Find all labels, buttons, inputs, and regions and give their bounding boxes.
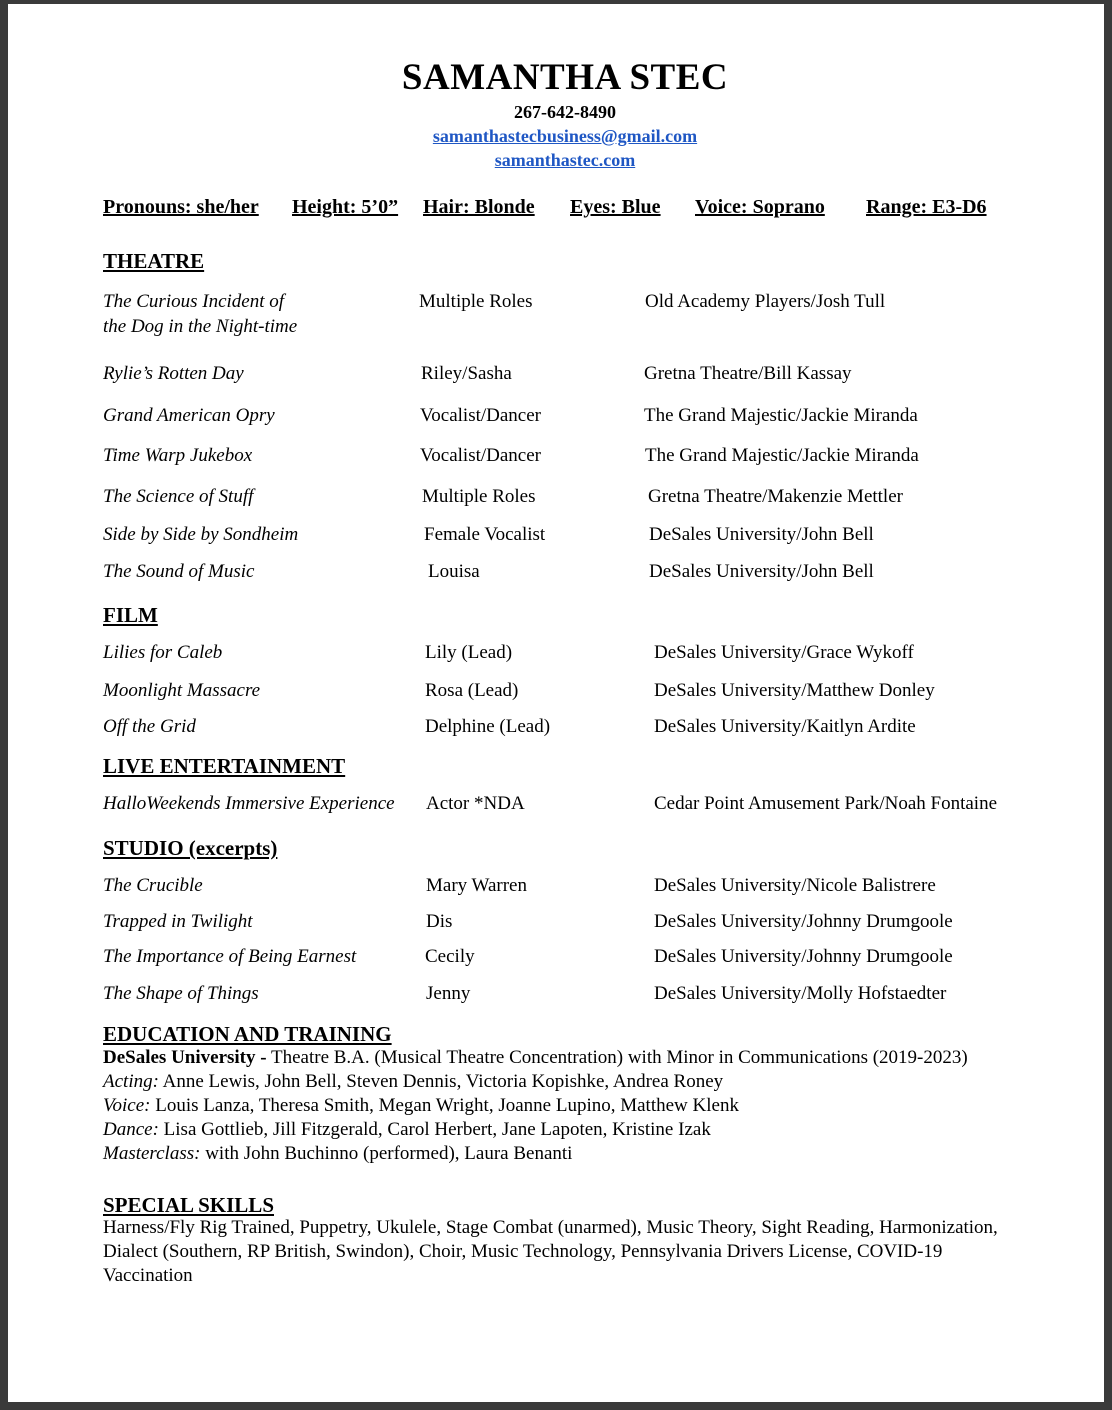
credit-role: Vocalist/Dancer	[420, 405, 541, 426]
pronouns: Pronouns: she/her	[103, 196, 259, 218]
credit-company: DeSales University/Grace Wykoff	[654, 642, 914, 663]
training-teachers: Anne Lewis, John Bell, Steven Dennis, Victoria Kopishke, Andrea Roney	[158, 1071, 724, 1092]
live-entertainment-heading: LIVE ENTERTAINMENT	[103, 754, 346, 778]
credit-role: Multiple Roles	[419, 291, 533, 312]
credit-company: DeSales University/Johnny Drumgoole	[654, 946, 953, 967]
training-label: Masterclass:	[103, 1143, 201, 1164]
credit-company: DeSales University/John Bell	[649, 561, 874, 582]
film-heading: FILM	[103, 603, 158, 627]
training-voice	[103, 1095, 739, 1117]
credit-role: Rosa (Lead)	[425, 680, 519, 701]
training-label: Voice:	[103, 1095, 151, 1116]
credit-role: Delphine (Lead)	[425, 716, 551, 737]
credit-company: Gretna Theatre/Bill Kassay	[644, 363, 852, 384]
website-row	[0, 150, 1112, 171]
height: Height: 5’0”	[292, 196, 399, 218]
skills-line: Vaccination	[103, 1265, 193, 1286]
training-dance	[103, 1119, 711, 1141]
training-teachers: Lisa Gottlieb, Jill Fitzgerald, Carol Herbert, Jane Lapoten, Kristine Izak	[158, 1119, 711, 1140]
credit-title: Moonlight Massacre	[103, 680, 261, 701]
credit-role: Mary Warren	[426, 875, 527, 896]
credit-title: The Curious Incident of	[103, 291, 285, 312]
credit-company: DeSales University/Johnny Drumgoole	[654, 911, 953, 932]
credit-role: Female Vocalist	[424, 524, 546, 545]
credit-title: Off the Grid	[103, 716, 196, 737]
credit-company: Cedar Point Amusement Park/Noah Fontaine	[654, 793, 998, 814]
education-degree-line	[103, 1047, 968, 1069]
hair: Hair: Blonde	[423, 196, 535, 218]
credit-role: Louisa	[428, 561, 480, 582]
credit-company: The Grand Majestic/Jackie Miranda	[644, 405, 918, 426]
credit-title-cont: the Dog in the Night-time	[103, 316, 298, 337]
resume-name: SAMANTHA STEC	[401, 57, 729, 98]
credit-role: Cecily	[425, 946, 475, 967]
email-row	[0, 126, 1112, 147]
credit-company: DeSales University/Kaitlyn Ardite	[654, 716, 916, 737]
credit-title: The Crucible	[103, 875, 203, 896]
credit-role: Actor *NDA	[426, 793, 525, 814]
education-school: DeSales University -	[103, 1047, 267, 1068]
credit-role: Jenny	[426, 983, 471, 1004]
credit-role: Lily (Lead)	[425, 642, 513, 663]
special-skills-heading: SPECIAL SKILLS	[103, 1193, 274, 1217]
credit-role: Vocalist/Dancer	[420, 445, 541, 466]
credit-company: DeSales University/John Bell	[649, 524, 874, 545]
credit-company: DeSales University/Nicole Balistrere	[654, 875, 936, 896]
credit-company: The Grand Majestic/Jackie Miranda	[645, 445, 919, 466]
skills-line: Harness/Fly Rig Trained, Puppetry, Ukulele, Stage Combat (unarmed), Music Theory, Sight Reading, Harmonization,	[103, 1217, 998, 1238]
training-label: Dance:	[103, 1119, 159, 1140]
credit-title: Lilies for Caleb	[103, 642, 223, 663]
education-heading: EDUCATION AND TRAINING	[103, 1022, 392, 1046]
education-degree: Theatre B.A. (Musical Theatre Concentration) with Minor in Communications (2019-2023)	[266, 1047, 968, 1068]
credit-company: Old Academy Players/Josh Tull	[645, 291, 886, 312]
website-link[interactable]: samanthastec.com	[494, 150, 636, 170]
credit-company: DeSales University/Matthew Donley	[654, 680, 935, 701]
credit-title: Time Warp Jukebox	[103, 445, 253, 466]
credit-title: Rylie’s Rotten Day	[103, 363, 244, 384]
training-teachers: with John Buchinno (performed), Laura Benanti	[200, 1143, 573, 1164]
credit-title: The Science of Stuff	[103, 486, 254, 507]
studio-heading: STUDIO (excerpts)	[103, 836, 278, 860]
skills-line: Dialect (Southern, RP British, Swindon), Choir, Music Technology, Pennsylvania Drivers License, COVID-19	[103, 1241, 943, 1262]
credit-role: Dis	[426, 911, 453, 932]
range: Range: E3-D6	[866, 196, 987, 218]
phone-number: 267-642-8490	[514, 102, 616, 122]
training-acting	[103, 1071, 723, 1093]
credit-title: The Importance of Being Earnest	[103, 946, 357, 967]
voice: Voice: Soprano	[695, 196, 825, 218]
training-teachers: Louis Lanza, Theresa Smith, Megan Wright, Joanne Lupino, Matthew Klenk	[150, 1095, 739, 1116]
credit-title: Side by Side by Sondheim	[103, 524, 299, 545]
credit-role: Multiple Roles	[422, 486, 536, 507]
credit-title: Trapped in Twilight	[103, 911, 253, 932]
credit-role: Riley/Sasha	[421, 363, 512, 384]
email-link[interactable]: samanthastecbusiness@gmail.com	[432, 126, 698, 146]
credit-company: DeSales University/Molly Hofstaedter	[654, 983, 947, 1004]
training-label: Acting:	[103, 1071, 159, 1092]
training-masterclass	[103, 1143, 572, 1165]
credit-company: Gretna Theatre/Makenzie Mettler	[648, 486, 903, 507]
credit-title: HalloWeekends Immersive Experience	[103, 793, 395, 814]
credit-title: Grand American Opry	[103, 405, 275, 426]
eyes: Eyes: Blue	[570, 196, 661, 218]
theatre-heading: THEATRE	[103, 249, 205, 273]
credit-title: The Shape of Things	[103, 983, 259, 1004]
credit-title: The Sound of Music	[103, 561, 255, 582]
